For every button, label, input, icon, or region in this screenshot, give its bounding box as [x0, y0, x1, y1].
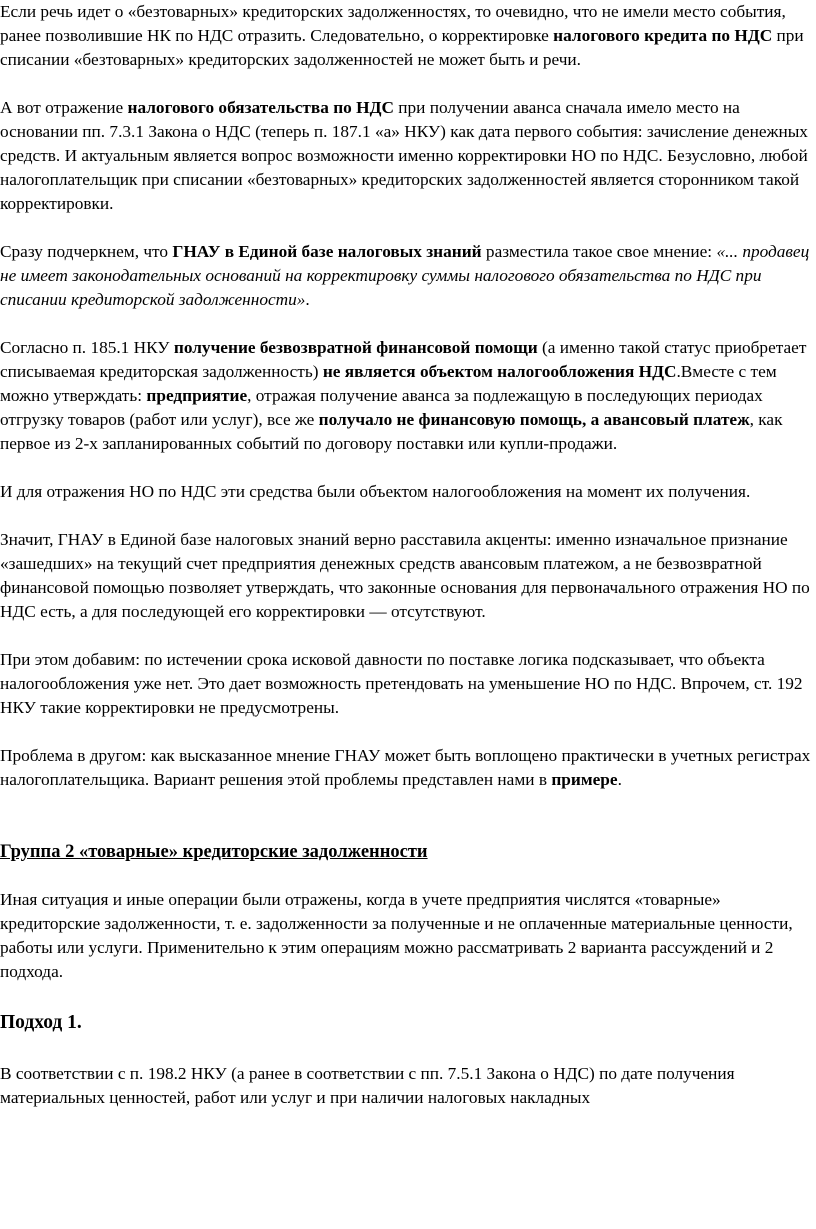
bold-term: получало не финансовую помощь, а авансовый платеж: [318, 410, 750, 429]
paragraph-conclusion: Значит, ГНАУ в Единой базе налоговых знаний верно расставила акценты: именно изначальное признание «зашедших» на текущий счет предприятия денежных средств авансовым платежом, а не безвозвратной финансовой помощью позволяет утверждать, что законные основания для первоначального отражения НО по НДС есть, а для последующей его корректировки — отсутствуют.: [0, 530, 810, 621]
bold-term: предприятие: [146, 386, 248, 405]
text-run: разместила такое свое мнение:: [481, 242, 717, 261]
italic-quote: «... продавец не имеет законодательных оснований на корректировку суммы налогового обязательства по НДС при списании кредиторской задолженности»: [0, 242, 810, 309]
text-run: Если речь идет о «безтоварных» кредиторских задолженностях, то очевидно, что не имели место события, ранее позволившие НК по НДС отразить. Следовательно, о корректировке: [0, 2, 786, 45]
text-run: (а именно такой статус приобретает списываемая кредиторская задолженность): [0, 338, 807, 381]
paragraph-gnau-opinion: [0, 240, 814, 312]
bold-term: не является объектом налогообложения НДС: [322, 362, 677, 381]
bold-term: ГНАУ в Единой базе налоговых знаний: [172, 242, 482, 261]
text-run: .: [305, 290, 310, 309]
spacer: [0, 816, 814, 840]
paragraph-problem: [0, 744, 814, 792]
paragraph-financial-aid: [0, 336, 814, 456]
bold-term: налогового обязательства по НДС: [127, 98, 394, 117]
bold-term: примере: [551, 770, 618, 789]
text-run: , отражая получение аванса за подлежащую в последующих периодах отгрузку товаров (работ или услуг), все же: [0, 386, 763, 429]
text-run: Сразу подчеркнем, что: [0, 242, 173, 261]
paragraph-tax-liability: [0, 96, 814, 216]
text-run: при получении аванса сначала имело место на основании пп. 7.3.1 Закона о НДС (теперь п. 187.1 «а» НКУ) как дата первого события: зачисление денежных средств. И актуальным является вопрос возможности именно корректировки НО по НДС. Безусловно, любой налогоплательщик при списании «безтоварных» кредиторских задолженностей является сторонником такой корректировки.: [0, 98, 808, 213]
paragraph-approach1: В соответствии с п. 198.2 НКУ (а ранее в соответствии с пп. 7.5.1 Закона о НДС) по дате получения материальных ценностей, работ или услуг и при наличии налоговых накладных: [0, 1064, 735, 1107]
subsection-heading-approach1: Подход 1.: [0, 1012, 82, 1033]
section-heading-group2: Группа 2 «товарные» кредиторские задолженности: [0, 842, 428, 862]
paragraph-goods-payables: Иная ситуация и иные операции были отражены, когда в учете предприятия числятся «товарные» кредиторские задолженности, т. е. задолженности за полученные и не оплаченные материальные ценности, работы или услуги. Применительно к этим операциям можно рассматривать 2 варианта рассуждений и 2 подхода.: [0, 890, 793, 981]
bold-term: получение безвозвратной финансовой помощи: [173, 338, 538, 357]
bold-term: налогового кредита по НДС: [553, 26, 773, 45]
paragraph-bezt-credit: [0, 0, 814, 72]
text-run: Проблема в другом: как высказанное мнение ГНАУ может быть воплощено практически в учетных регистрах налогоплательщика. Вариант решения этой проблемы представлен нами в: [0, 746, 811, 789]
paragraph-limitation: При этом добавим: по истечении срока исковой давности по поставке логика подсказывает, что объекта налогообложения уже нет. Это дает возможность претендовать на уменьшение НО по НДС. Впрочем, ст. 192 НКУ такие корректировки не предусмотрены.: [0, 650, 803, 717]
text-run: при списании «безтоварных» кредиторских задолженностей не может быть и речи.: [0, 26, 804, 69]
text-run: А вот отражение: [0, 98, 128, 117]
text-run: Согласно п. 185.1 НКУ: [0, 338, 174, 357]
text-run: .Вместе с тем можно утверждать:: [0, 362, 777, 405]
paragraph-tax-object: И для отражения НО по НДС эти средства были объектом налогообложения на момент их получения.: [0, 482, 751, 501]
text-run: , как первое из 2-х запланированных событий по договору поставки или купли-продажи.: [0, 410, 783, 453]
text-run: .: [617, 770, 622, 789]
